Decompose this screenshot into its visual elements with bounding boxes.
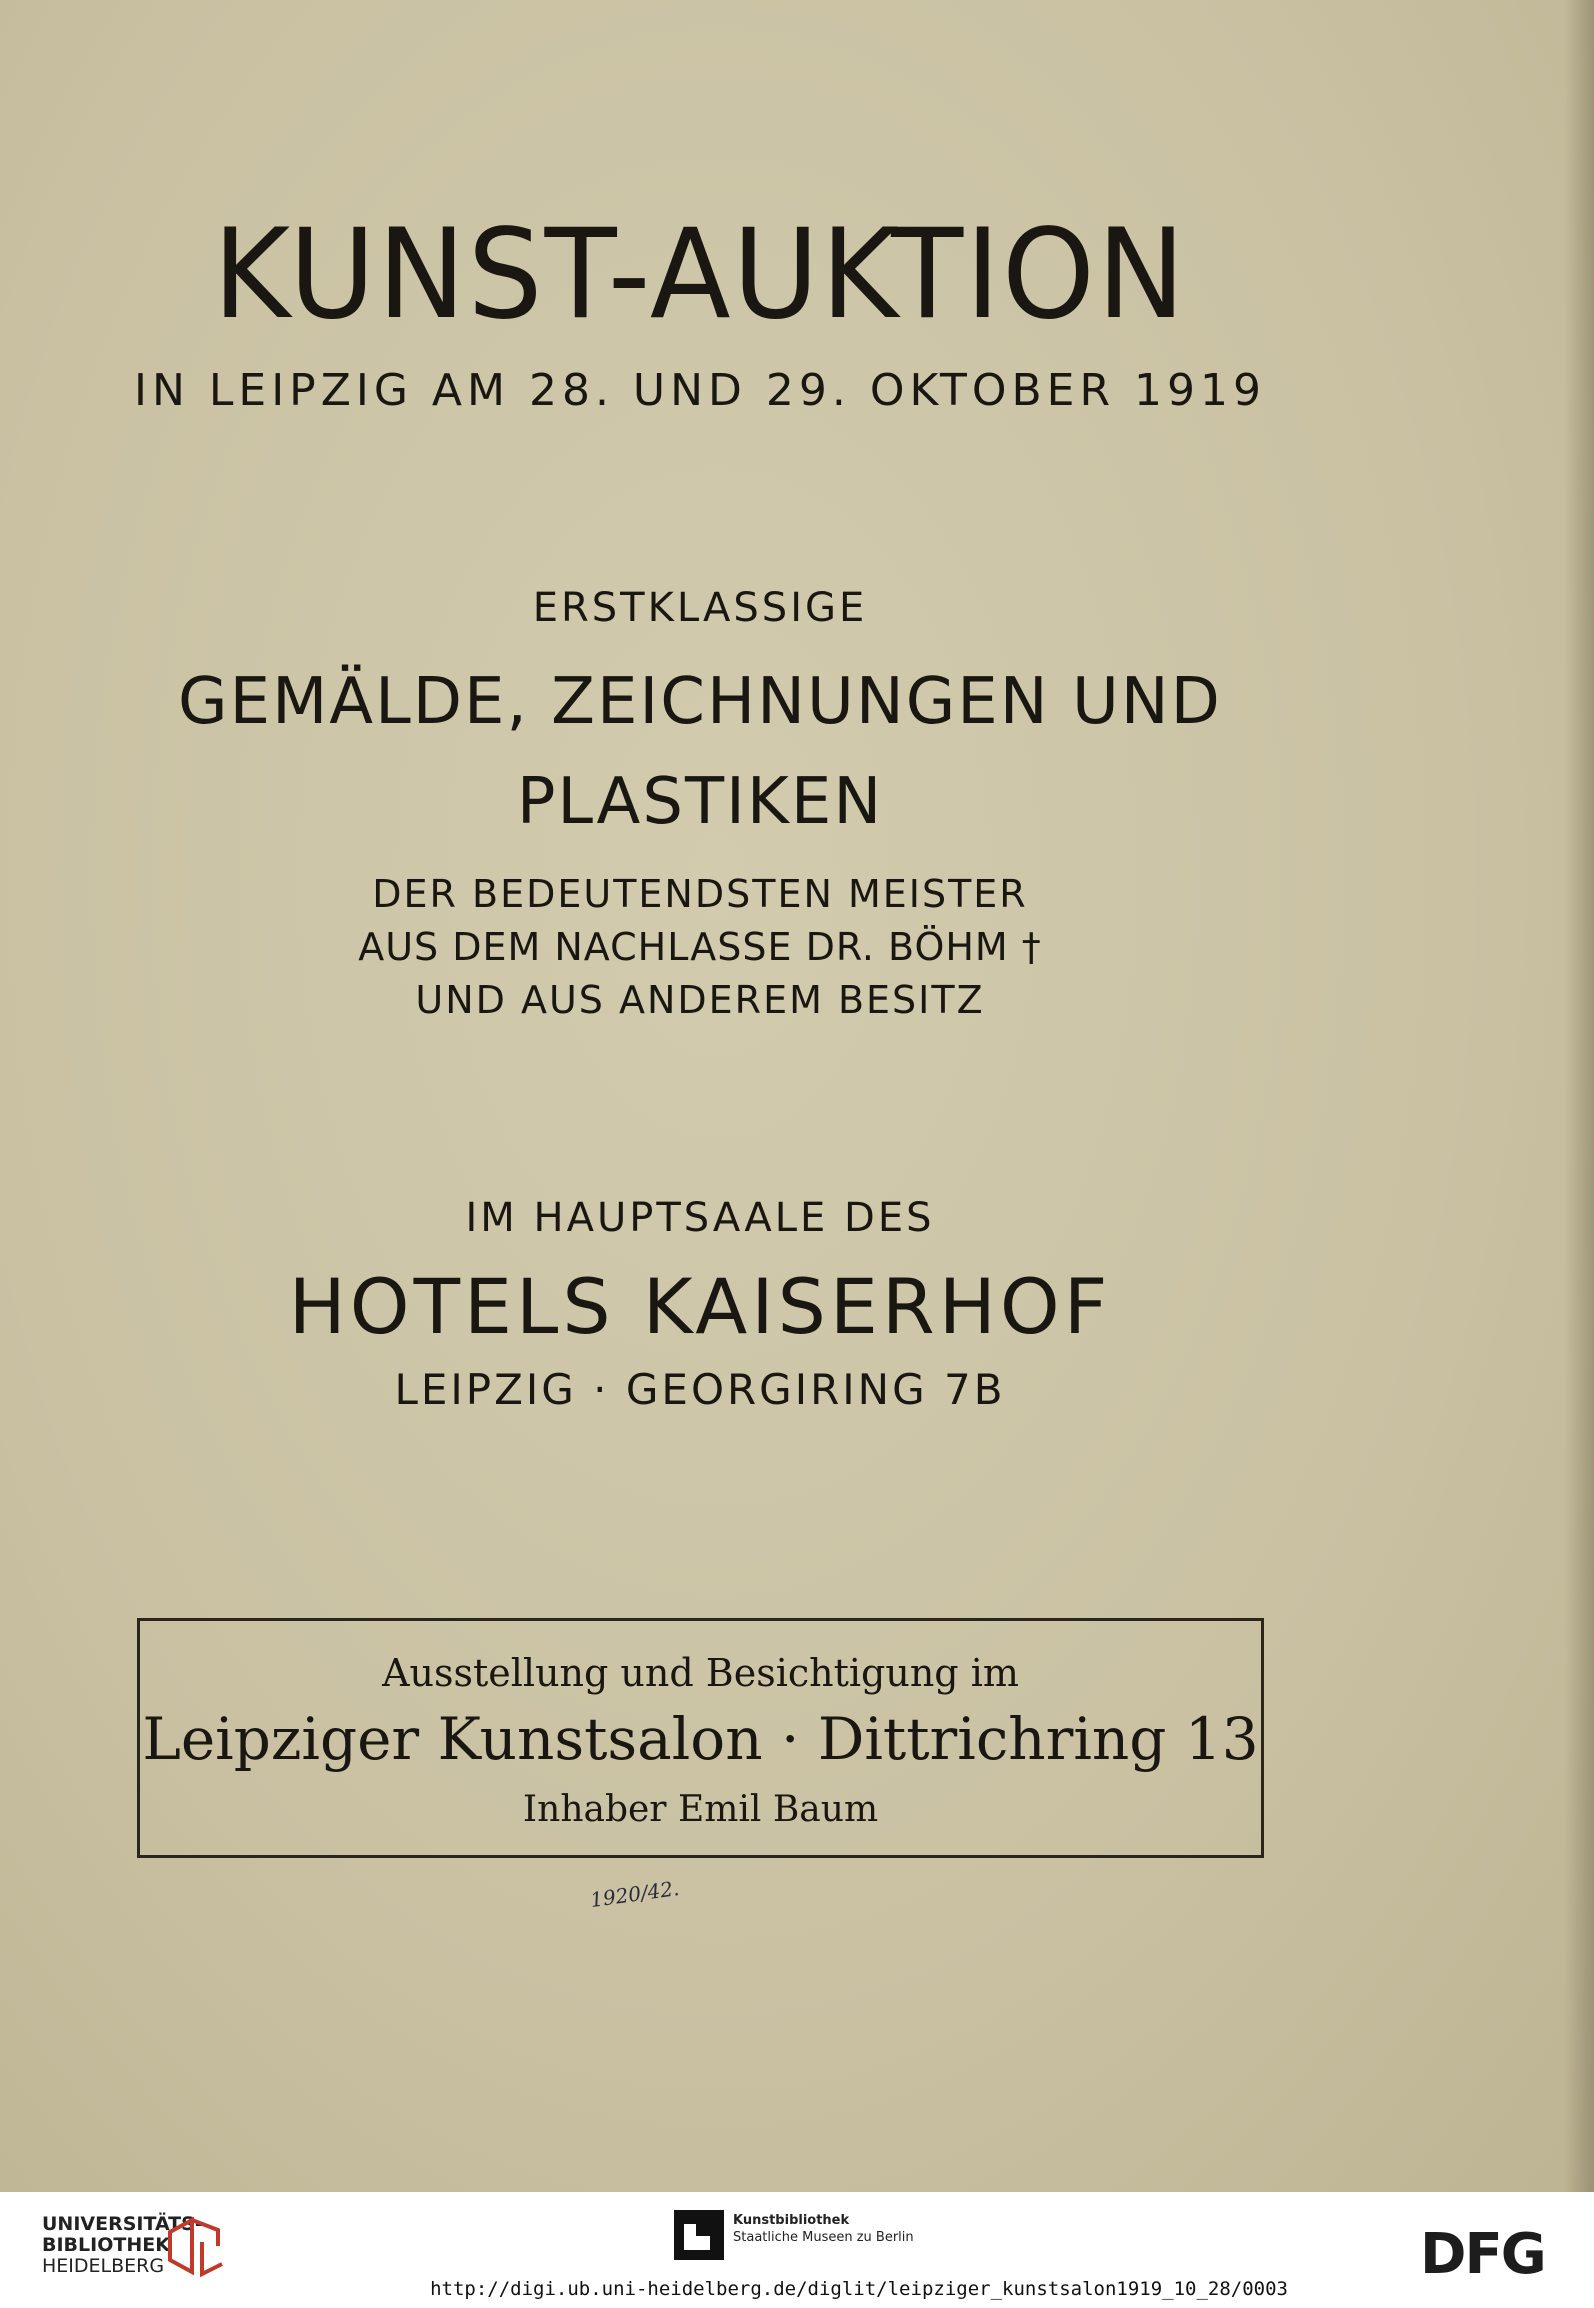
exhibition-owner: Inhaber Emil Baum (522, 1789, 879, 1830)
source-url[interactable]: http://digi.ub.uni-heidelberg.de/diglit/leipziger_kunstsalon1919_10_28/0003 (430, 2278, 1288, 2300)
library-name-line: BIBLIOTHEK (42, 2234, 170, 2256)
library-name-line: HEIDELBERG (42, 2255, 165, 2277)
venue-address: LEIPZIG · GEORGIRING 7B (394, 1365, 1006, 1414)
description-line: UND AUS ANDEREM BESITZ (415, 978, 985, 1022)
library-logo-icon (162, 2212, 228, 2278)
digitization-footer (0, 2192, 1594, 2308)
venue-intro: IM HAUPTSAALE DES (465, 1195, 935, 1241)
dfg-logo: DFG (1420, 2222, 1545, 2287)
handwritten-shelfmark: 1920/42. (588, 1875, 681, 1913)
page-edge-shadow (1564, 0, 1594, 2192)
partner-text (733, 2212, 914, 2246)
exhibition-line: Ausstellung und Besichtigung im (382, 1651, 1019, 1695)
library-name-line: UNIVERSITÄTS- (42, 2213, 203, 2235)
description-line: AUS DEM NACHLASSE DR. BÖHM † (358, 925, 1042, 969)
venue-name: HOTELS KAISERHOF (288, 1262, 1112, 1351)
collection-heading-line1: GEMÄLDE, ZEICHNUNGEN UND (178, 665, 1222, 739)
description-line: DER BEDEUTENDSTEN MEISTER (372, 872, 1028, 916)
partner-subtitle: Staatliche Museen zu Berlin (733, 2230, 914, 2245)
catalogue-title: KUNST-AUKTION (212, 201, 1188, 347)
collection-heading-line2: PLASTIKEN (516, 765, 884, 839)
partner-name: Kunstbibliothek (733, 2213, 850, 2228)
auction-date-line: IN LEIPZIG AM 28. UND 29. OKTOBER 1919 (134, 365, 1266, 416)
exhibition-venue: Leipziger Kunstsalon · Dittrichring 13 (142, 1705, 1259, 1773)
kicker-text: ERSTKLASSIGE (532, 585, 868, 631)
kunstbibliothek-logo-icon (674, 2210, 724, 2260)
exhibition-info-box (137, 1618, 1264, 1858)
